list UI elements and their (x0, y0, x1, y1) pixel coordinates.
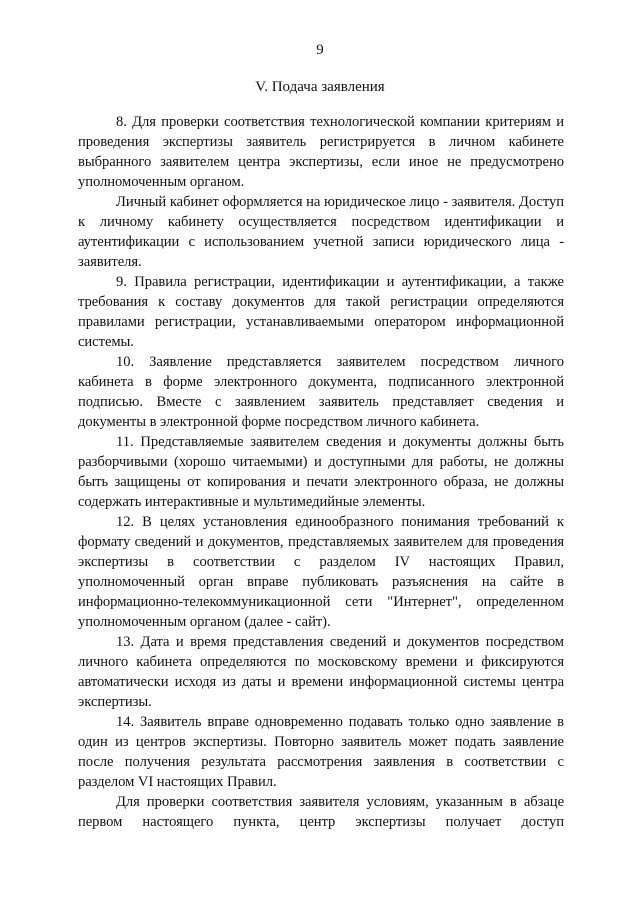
paragraph-14: 14. Заявитель вправе одновременно подавать только одно заявление в один из центров экспертизы. Повторно заявитель может подать заявление после получения результата рассмотрения заявления в соответствии с разделом VI настоящих Правил. (78, 714, 564, 790)
paragraph-11: 11. Представляемые заявителем сведения и документы должны быть разборчивыми (хорошо читаемыми) и доступными для работы, не должны быть защищены от копирования и печати электронного образа, не должны содержать интерактивные и мультимедийные элементы. (78, 434, 564, 510)
paragraph-personal-account: Личный кабинет оформляется на юридическое лицо - заявителя. Доступ к личному кабинету осуществляется посредством идентификации и аутентификации с использованием учетной записи юридического лица - заявителя. (78, 194, 564, 270)
document-body (78, 112, 564, 832)
paragraph-10: 10. Заявление представляется заявителем посредством личного кабинета в форме электронного документа, подписанного электронной подписью. Вместе с заявлением заявитель представляет сведения и документы в электронной форме посредством личного кабинета. (78, 354, 564, 430)
paragraph-verification: Для проверки соответствия заявителя условиям, указанным в абзаце первом настоящего пункта, центр экспертизы получает доступ (78, 794, 564, 830)
paragraph-12: 12. В целях установления единообразного понимания требований к формату сведений и документов, представляемых заявителем для проведения экспертизы в соответствии с разделом IV настоящих Правил, уполномоченный орган вправе публиковать разъяснения на сайте в информационно-телекоммуникационной сети "Интернет", определенном уполномоченным органом (далее - сайт). (78, 514, 564, 630)
paragraph-9: 9. Правила регистрации, идентификации и аутентификации, а также требования к составу документов для такой регистрации определяются правилами регистрации, устанавливаемыми оператором информационной системы. (78, 274, 564, 350)
section-title: V. Подача заявления (255, 79, 385, 95)
paragraph-13: 13. Дата и время представления сведений и документов посредством личного кабинета определяются по московскому времени и фиксируются автоматически исходя из даты и времени информационной системы центра экспертизы. (78, 634, 564, 710)
page-number: 9 (316, 42, 324, 58)
paragraph-8: 8. Для проверки соответствия технологической компании критериям и проведения экспертизы заявитель регистрируется в личном кабинете выбранного заявителем центра экспертизы, если иное не предусмотрено уполномоченным органом. (78, 114, 564, 190)
